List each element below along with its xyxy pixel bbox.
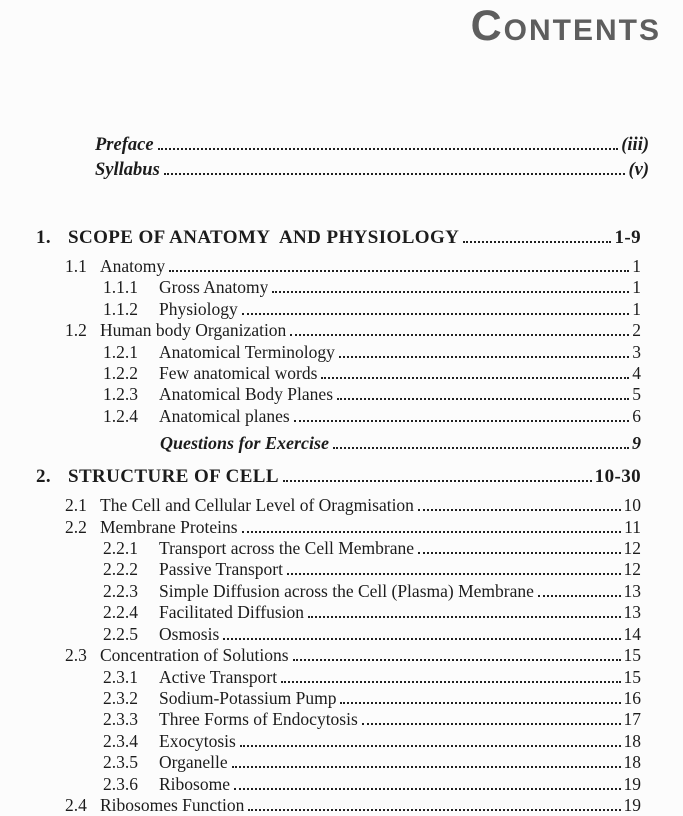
toc-entry-title: Anatomical Terminology [159,341,335,362]
toc-entry-page: (v) [628,160,649,180]
dot-leader [158,148,619,150]
toc-entry-number: 2.1 [65,495,87,516]
toc-entry-title: Organelle [159,752,228,773]
toc-entry-page: 15 [623,666,641,687]
toc-entry-title: Syllabus [95,160,160,180]
toc-entry-page: 13 [623,602,641,623]
dot-leader [242,313,629,315]
page-title: CONTENTS [470,2,661,50]
toc-entry [103,624,641,645]
front-matter [95,133,649,183]
toc-entry-number: 2.2.1 [103,538,138,559]
toc-entry [103,384,641,405]
toc-entry-title: Membrane Proteins [100,516,238,537]
toc-entry [103,538,641,559]
toc-entry-page: 10-30 [594,466,641,488]
dot-leader [164,173,626,175]
toc-entry [95,158,649,183]
toc-entry-page: 19 [623,794,641,815]
toc-entry-title: The Cell and Cellular Level of Oragmisation [100,495,414,516]
toc-entry-page: 12 [623,538,641,559]
toc-entry [36,464,641,490]
toc-entry [103,581,641,602]
toc-entry-number: 2.2.5 [103,623,138,644]
toc-entry-number: 1.2.3 [103,384,138,405]
toc-entry-title: Anatomy [100,256,166,276]
dot-leader [240,745,621,747]
toc-entry-page: 10 [623,495,641,516]
toc-entry-page: 11 [624,516,641,537]
dot-leader [293,659,621,661]
toc-entry-number: 2.3 [65,645,87,666]
toc-entry [160,431,641,455]
toc-entry-title: Preface [95,135,154,155]
toc-entry [103,709,641,730]
toc-entry-page: (iii) [621,135,649,155]
toc-entry-title: Gross Anatomy [159,277,269,298]
toc-entry-title: SCOPE OF ANATOMY AND PHYSIOLOGY [68,227,460,248]
toc-entry-number: 2. [36,466,52,488]
toc-entry-number: 2.3.6 [103,773,138,794]
toc-entry [103,752,641,773]
dot-leader [287,573,621,575]
dot-leader [290,334,629,336]
toc-entry-title: Physiology [159,298,238,319]
toc-entry-page: 5 [632,384,641,405]
toc-entry-title: Active Transport [159,666,278,687]
toc-entry [103,731,641,752]
toc-entry-title: Ribosome [159,773,230,794]
toc-entry [103,667,641,688]
toc-entry-number: 2.2 [65,516,87,537]
toc-main [0,225,641,816]
toc-entry-page: 16 [623,687,641,708]
toc-entry-page: 13 [623,580,641,601]
toc-entry [36,225,641,251]
dot-leader [234,788,621,790]
dot-leader [283,480,592,482]
toc-entry-title: Anatomical planes [159,405,290,426]
toc-entry-number: 1.1.2 [103,298,138,319]
toc-entry-page: 18 [623,730,641,751]
dot-leader [538,595,621,597]
toc-entry [95,133,649,158]
dot-leader [281,681,620,683]
dot-leader [337,398,629,400]
dot-leader [223,638,620,640]
toc-entry-number: 2.2.3 [103,580,138,601]
dot-leader [272,291,629,293]
toc-entry [103,299,641,320]
toc-entry-page: 19 [623,773,641,794]
toc-entry [103,342,641,363]
toc-entry-title: Facilitated Diffusion [159,602,304,623]
dot-leader [339,356,629,358]
toc-entry-title: Ribosomes Function [100,794,245,815]
toc-entry-page: 9 [632,433,641,454]
toc-entry-title: Few anatomical words [159,363,318,384]
toc-entry-page: 3 [632,341,641,362]
toc-entry [103,363,641,384]
toc-entry-number: 1. [36,227,52,248]
toc-entry-number: 1.2 [65,320,87,341]
toc-entry [65,256,641,277]
toc-entry-number: 1.2.2 [103,363,138,384]
toc-entry-title: Sodium-Potassium Pump [159,687,337,708]
toc-entry [103,774,641,795]
toc-entry-number: 1.1 [65,256,87,276]
dot-leader [333,447,629,449]
dot-leader [232,766,621,768]
toc-entry-number: 1.1.1 [103,277,138,298]
toc-entry [65,517,641,538]
toc-entry [103,688,641,709]
dot-leader [242,531,622,533]
dot-leader [362,723,621,725]
toc-entry-title: Exocytosis [159,730,236,751]
dot-leader [308,616,621,618]
toc-entry-title: Transport across the Cell Membrane [159,538,414,559]
dot-leader [169,270,629,272]
toc-entry-title: Concentration of Solutions [100,645,289,666]
toc-entry-page: 1 [632,256,641,276]
toc-entry-number: 2.3.5 [103,752,138,773]
toc-entry-page: 6 [632,405,641,426]
toc-entry-title: Questions for Exercise [160,433,330,454]
toc-entry [103,406,641,427]
toc-entry-number: 2.4 [65,794,87,815]
toc-entry-number: 2.2.4 [103,602,138,623]
toc-entry-number: 2.3.3 [103,709,138,730]
toc-entry-number: 1.2.4 [103,405,138,426]
toc-entry-page: 17 [623,709,641,730]
toc-entry [103,602,641,623]
toc-entry [65,645,641,666]
toc-entry-page: 1 [632,298,641,319]
toc-entry-title: Osmosis [159,623,220,644]
toc-entry [65,795,641,816]
dot-leader [321,377,629,379]
toc-entry-page: 2 [632,320,641,341]
dot-leader [340,702,620,704]
toc-entry-title: Simple Diffusion across the Cell (Plasma) Membrane [159,580,534,601]
toc-entry-title: Anatomical Body Planes [159,384,334,405]
toc-entry-title: Three Forms of Endocytosis [159,709,358,730]
toc-entry-number: 2.3.4 [103,730,138,751]
toc-entry [65,495,641,516]
toc-entry-title: Human body Organization [100,320,287,341]
toc-entry-page: 1-9 [614,227,641,248]
dot-leader [418,509,621,511]
toc-entry [103,277,641,298]
toc-entry [103,559,641,580]
toc-entry-number: 2.3.2 [103,687,138,708]
toc-entry-page: 1 [632,277,641,298]
dot-leader [463,241,611,243]
dot-leader [418,552,621,554]
toc-entry-page: 14 [623,623,641,644]
toc-entry-title: STRUCTURE OF CELL [68,466,279,488]
toc-entry-page: 18 [623,752,641,773]
toc-entry-number: 2.3.1 [103,666,138,687]
toc-entry-page: 15 [623,645,641,666]
toc-entry-page: 12 [623,559,641,580]
dot-leader [294,420,630,422]
toc-entry [65,320,641,341]
toc-entry-number: 1.2.1 [103,341,138,362]
toc-entry-title: Passive Transport [159,559,283,580]
toc-entry-page: 4 [632,363,641,384]
toc-entry-number: 2.2.2 [103,559,138,580]
dot-leader [248,809,620,811]
